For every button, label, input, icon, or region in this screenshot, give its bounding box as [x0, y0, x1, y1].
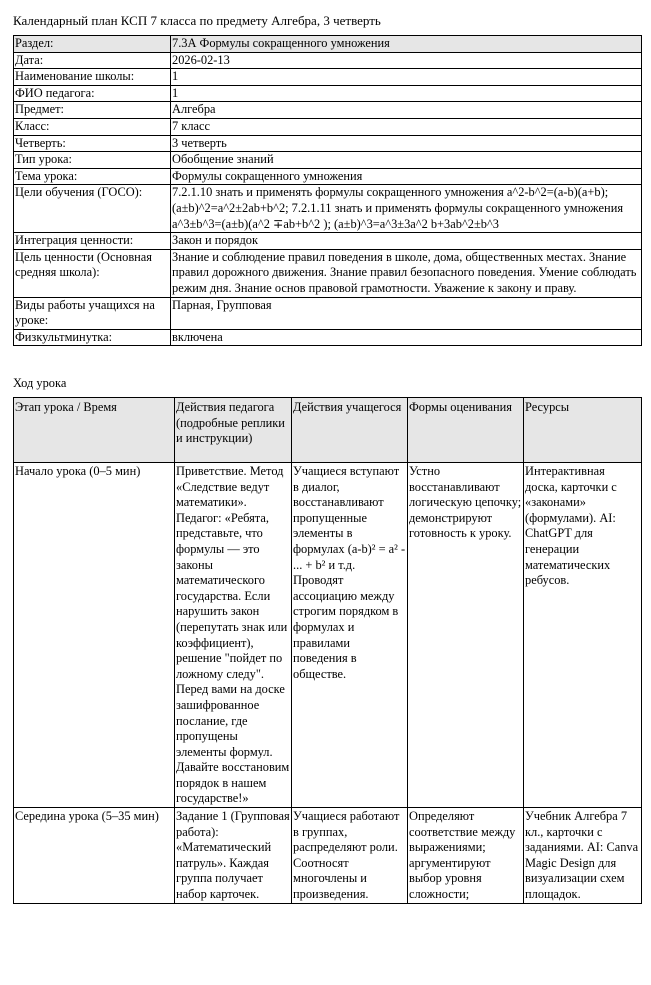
info-label: Тип урока:	[14, 152, 171, 169]
info-label: ФИО педагога:	[14, 85, 171, 102]
info-row	[14, 118, 642, 135]
info-row	[14, 329, 642, 346]
lesson-info-table	[13, 35, 642, 346]
plan-column-header: Формы оценивания	[408, 398, 524, 463]
info-value: 7 класс	[171, 118, 642, 135]
plan-cell: Учащиеся работают в группах, распределяют роли. Соотносят многочлены и произведения.	[292, 808, 408, 904]
info-label: Цель ценности (Основная средняя школа):	[14, 249, 171, 297]
info-value: Формулы сокращенного умножения	[171, 168, 642, 185]
info-row	[14, 85, 642, 102]
info-value: 7.3А Формулы сокращенного умножения	[171, 36, 642, 53]
plan-cell: Учащиеся вступают в диалог, восстанавливают пропущенные элементы в формулах (a-b)² = a² - ... + b² и т.д. Проводят ассоциацию между строгим порядком в формулах и правилами поведения в обществе.	[292, 463, 408, 808]
info-row	[14, 36, 642, 53]
info-label: Тема урока:	[14, 168, 171, 185]
info-value: Знание и соблюдение правил поведения в школе, дома, общественных местах. Знание правил дорожного движения. Знание правил безопасного поведения. Умение соблюдать режим дня. Знание основ правовой грамотности. Уважение к закону и праву.	[171, 249, 642, 297]
info-label: Предмет:	[14, 102, 171, 119]
document-title: Календарный план КСП 7 класса по предмету Алгебра, 3 четверть	[13, 13, 381, 28]
info-row	[14, 249, 642, 297]
info-label: Интеграция ценности:	[14, 233, 171, 250]
info-row	[14, 185, 642, 233]
plan-cell: Устно восстанавливают логическую цепочку; демонстрируют готовность к уроку.	[408, 463, 524, 808]
plan-column-header: Действия учащегося	[292, 398, 408, 463]
section-title: Ход урока	[13, 376, 67, 390]
plan-row	[14, 808, 642, 904]
info-value: Обобщение знаний	[171, 152, 642, 169]
info-label: Четверть:	[14, 135, 171, 152]
plan-row	[14, 463, 642, 808]
plan-cell: Определяют соответствие между выражениями; аргументируют выбор уровня сложности;	[408, 808, 524, 904]
info-row	[14, 233, 642, 250]
info-row	[14, 69, 642, 86]
info-value: 7.2.1.10 знать и применять формулы сокращенного умножения a^2-b^2=(a-b)(a+b); (a±b)^2=a^2±2ab+b^2; 7.2.1.11 знать и применять формулы сокращенного умножения a^3±b^3=(a±b)(a^2 ∓ab+b^2 ); (a±b)^3=a^3±3a^2 b+3ab^2±b^3	[171, 185, 642, 233]
plan-column-header: Ресурсы	[524, 398, 642, 463]
plan-column-header: Этап урока / Время	[14, 398, 175, 463]
info-label: Виды работы учащихся на уроке:	[14, 297, 171, 329]
info-value: Алгебра	[171, 102, 642, 119]
plan-cell: Учебник Алгебра 7 кл., карточки с заданиями. AI: Canva Magic Design для визуализации схем площадок.	[524, 808, 642, 904]
info-row	[14, 297, 642, 329]
info-value: Закон и порядок	[171, 233, 642, 250]
info-label: Раздел:	[14, 36, 171, 53]
plan-header-row	[14, 398, 642, 463]
plan-cell: Середина урока (5–35 мин)	[14, 808, 175, 904]
info-value: 3 четверть	[171, 135, 642, 152]
info-label: Физкультминутка:	[14, 329, 171, 346]
lesson-plan-table	[13, 397, 642, 904]
info-value: 1	[171, 85, 642, 102]
plan-cell: Интерактивная доска, карточки с «законами» (формулами). AI: ChatGPT для генерации математических ребусов.	[524, 463, 642, 808]
info-row	[14, 168, 642, 185]
info-label: Наименование школы:	[14, 69, 171, 86]
info-label: Цели обучения (ГОСО):	[14, 185, 171, 233]
plan-cell: Начало урока (0–5 мин)	[14, 463, 175, 808]
info-row	[14, 135, 642, 152]
info-value: Парная, Групповая	[171, 297, 642, 329]
info-row	[14, 152, 642, 169]
plan-cell: Приветствие. Метод «Следствие ведут математики». Педагог: «Ребята, представьте, что формулы — это законы математического государства. Если нарушить закон (перепутать знак или коэффициент), решение "пойдет по ложному следу". Перед вами на доске зашифрованное послание, где пропущены элементы формул. Давайте восстановим порядок в нашем государстве!»	[175, 463, 292, 808]
info-label: Дата:	[14, 52, 171, 69]
info-value: 1	[171, 69, 642, 86]
info-value: включена	[171, 329, 642, 346]
plan-cell: Задание 1 (Групповая работа): «Математический патруль». Каждая группа получает набор карточек.	[175, 808, 292, 904]
info-value: 2026-02-13	[171, 52, 642, 69]
plan-column-header: Действия педагога (подробные реплики и инструкции)	[175, 398, 292, 463]
info-row	[14, 102, 642, 119]
info-label: Класс:	[14, 118, 171, 135]
info-row	[14, 52, 642, 69]
